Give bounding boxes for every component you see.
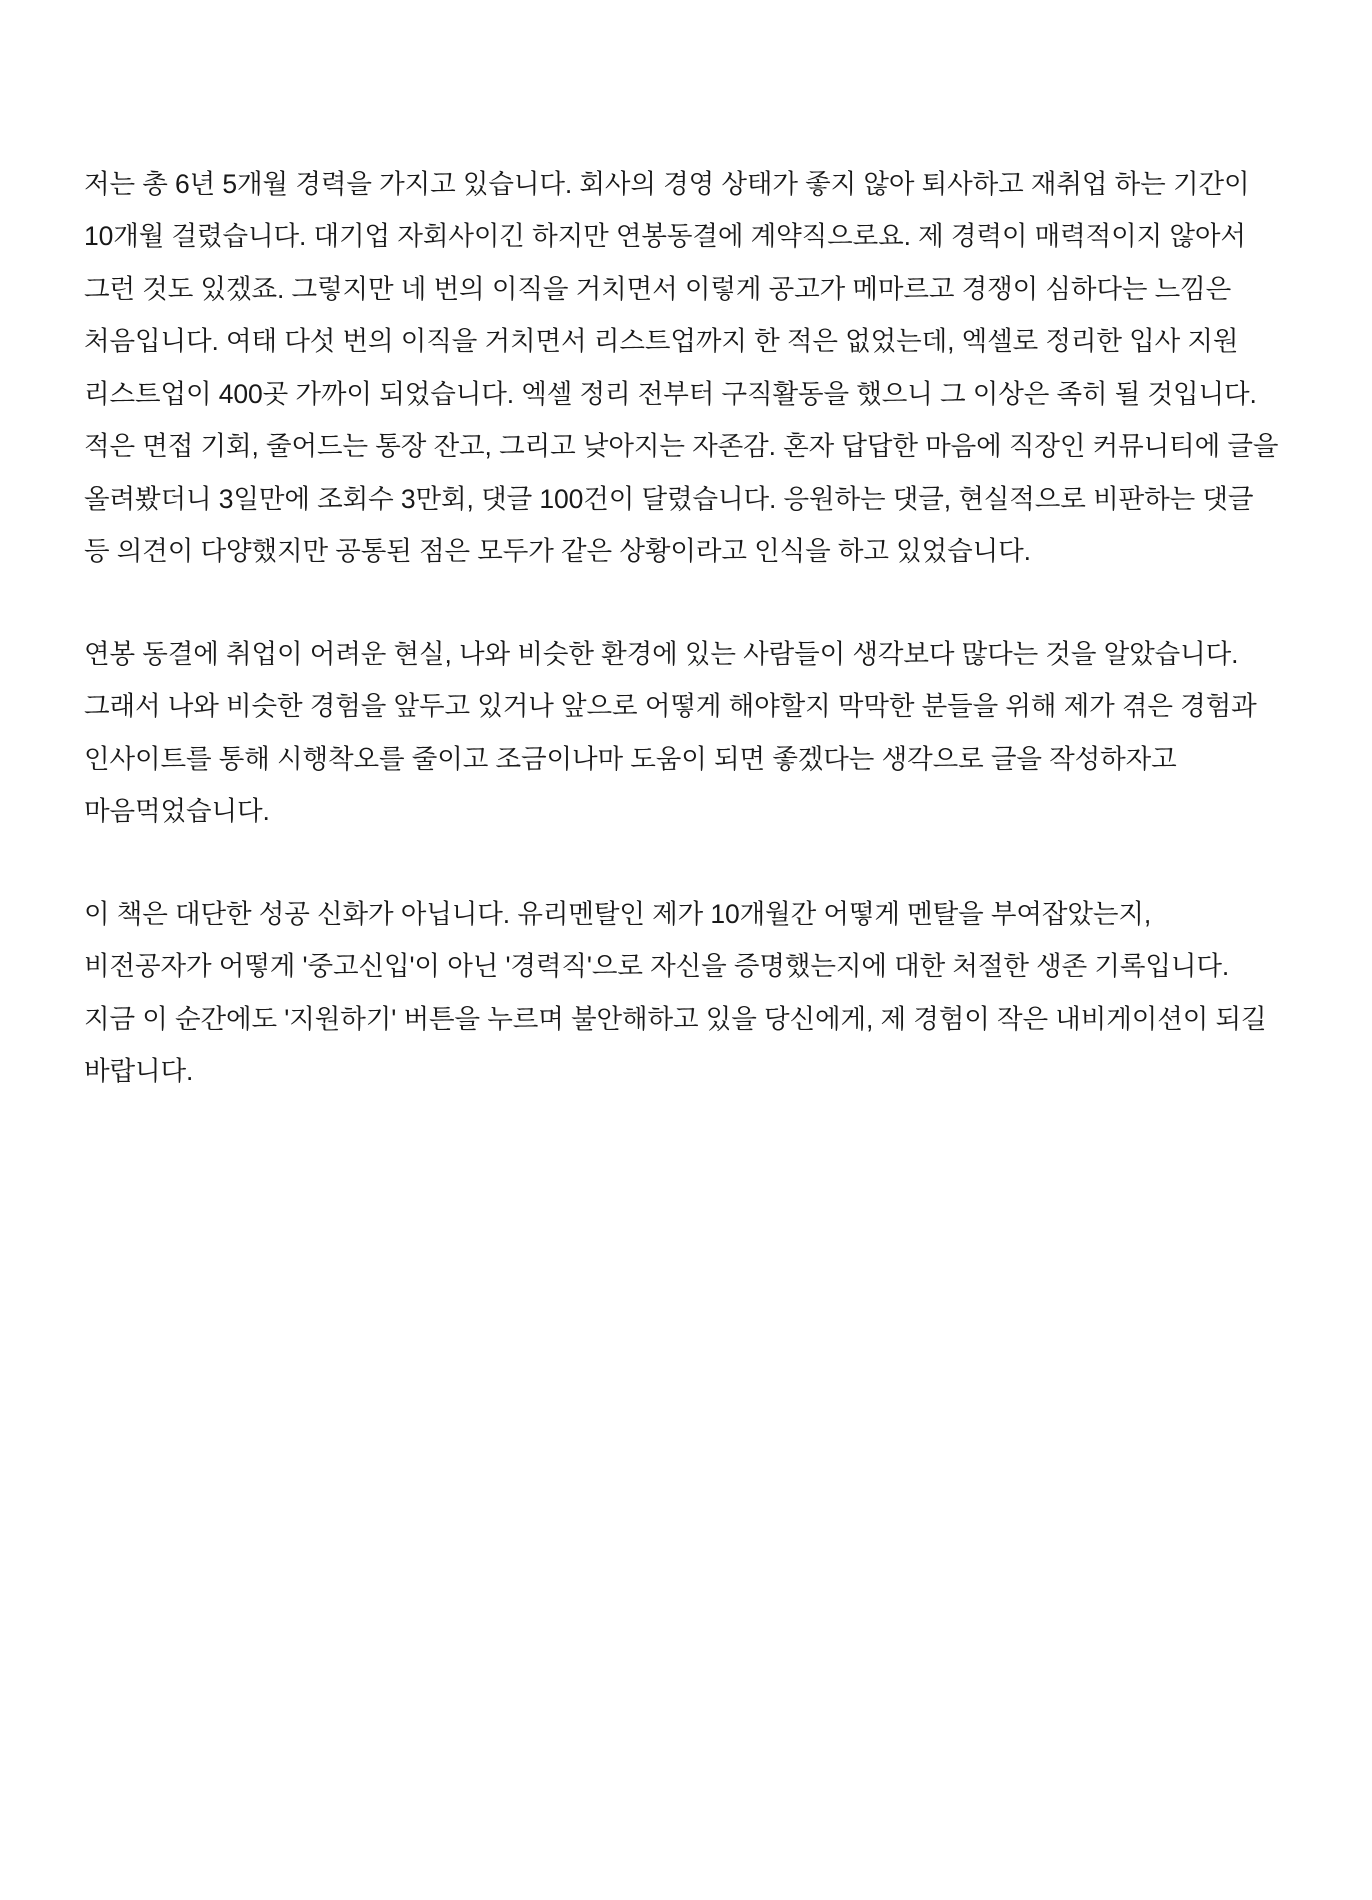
paragraph-3: 이 책은 대단한 성공 신화가 아닙니다. 유리멘탈인 제가 10개월간 어떻게 멘탈을 부여잡았는지, 비전공자가 어떻게 '중고신입'이 아닌 '경력직'으로 자신을 증명했는지에 대한 처절한 생존 기록입니다. 지금 이 순간에도 '지원하기' 버튼을 누르며 불안해하고 있을 당신에게, 제 경험이 작은 내비게이션이 되길 바랍니다.	[84, 898, 1274, 1087]
paragraph-1: 저는 총 6년 5개월 경력을 가지고 있습니다. 회사의 경영 상태가 좋지 않아 퇴사하고 재취업 하는 기간이 10개월 걸렸습니다. 대기업 자회사이긴 하지만 연봉동결에 계약직으로요. 제 경력이 매력적이지 않아서 그런 것도 있겠죠. 그렇지만 네 번의 이직을 거치면서 이렇게 공고가 메마르고 경쟁이 심하다는 느낌은 처음입니다. 여태 다섯 번의 이직을 거치면서 리스트업까지 한 적은 없었는데, 엑셀로 정리한 입사 지원 리스트업이 400곳 가까이 되었습니다. 엑셀 정리 전부터 구직활동을 했으니 그 이상은 족히 될 것입니다. 적은 면접 기회, 줄어드는 통장 잔고, 그리고 낮아지는 자존감. 혼자 답답한 마음에 직장인 커뮤니티에 글을 올려봤더니 3일만에 조회수 3만회, 댓글 100건이 달렸습니다. 응원하는 댓글, 현실적으로 비판하는 댓글 등 의견이 다양했지만 공통된 점은 모두가 같은 상황이라고 인식을 하고 있었습니다.	[84, 169, 1286, 567]
document-body	[84, 158, 1284, 1098]
paragraph-2: 연봉 동결에 취업이 어려운 현실, 나와 비슷한 환경에 있는 사람들이 생각보다 많다는 것을 알았습니다. 그래서 나와 비슷한 경험을 앞두고 있거나 앞으로 어떻게 해야할지 막막한 분들을 위해 제가 겪은 경험과 인사이트를 통해 시행착오를 줄이고 조금이나마 도움이 되면 좋겠다는 생각으로 글을 작성하자고 마음먹었습니다.	[84, 638, 1264, 827]
